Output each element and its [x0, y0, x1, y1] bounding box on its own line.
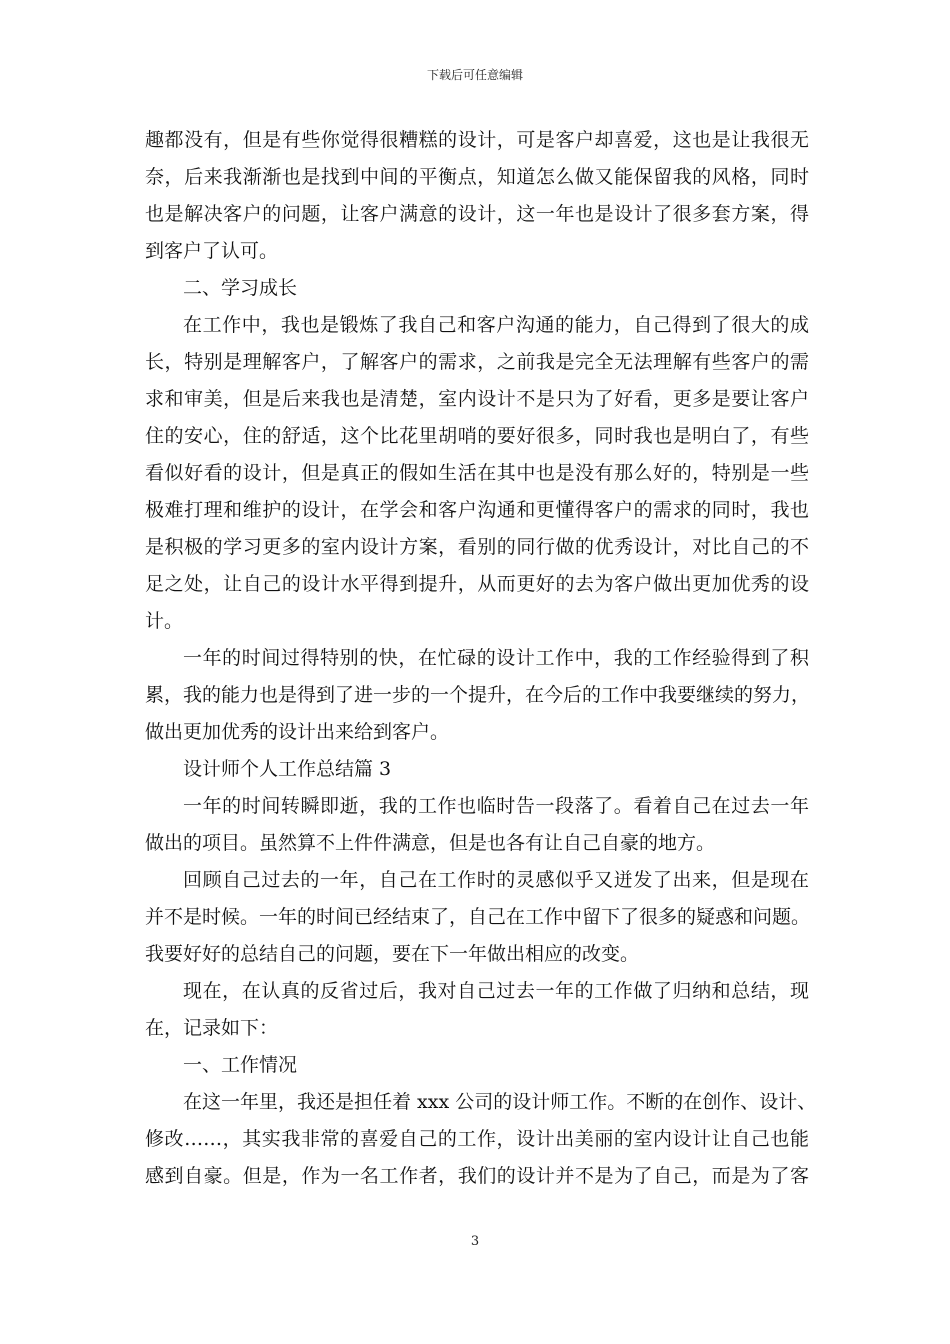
- text-line: 并不是时候。一年的时间已经结束了，自己在工作中留下了很多的疑惑和问题。: [145, 906, 811, 928]
- text-line: 设计师个人工作总结篇 3: [183, 758, 392, 780]
- text-line: 奈，后来我渐渐也是找到中间的平衡点，知道怎么做又能保留我的风格，同时: [145, 166, 809, 188]
- text-line: 我要好好的总结自己的问题，要在下一年做出相应的改变。: [145, 943, 640, 965]
- text-line: 足之处，让自己的设计水平得到提升，从而更好的去为客户做出更加优秀的设: [145, 573, 809, 595]
- text-line: 在工作中，我也是锻炼了我自己和客户沟通的能力，自己得到了很大的成: [183, 314, 809, 336]
- text-line: 现在，在认真的反省过后，我对自己过去一年的工作做了归纳和总结，现: [183, 980, 809, 1002]
- paragraph: [145, 788, 809, 862]
- text-line: 一年的时间转瞬即逝，我的工作也临时告一段落了。看着自己在过去一年: [183, 795, 809, 817]
- text-line: 一、工作情况: [183, 1054, 298, 1076]
- document-body: [145, 122, 817, 1195]
- text-line: 回顾自己过去的一年，自己在工作时的灵感似乎又迸发了出来，但是现在: [183, 869, 809, 891]
- page-number: 3: [470, 1234, 480, 1249]
- text-line: 二、学习成长: [183, 277, 298, 299]
- text-line: 住的安心，住的舒适，这个比花里胡哨的要好很多，同时我也是明白了，有些: [145, 425, 809, 447]
- page-header: 下载后可任意编辑: [426, 68, 523, 82]
- paragraph: [145, 1084, 817, 1195]
- text-line: 做出的项目。虽然算不上件件满意，但是也各有让自己自豪的地方。: [145, 832, 716, 854]
- text-line: 在这一年里，我还是担任着 xxx 公司的设计师工作。不断的在创作、设计、: [183, 1091, 817, 1113]
- text-line: 是积极的学习更多的室内设计方案，看别的同行做的优秀设计，对比自己的不: [145, 536, 809, 558]
- text-line: 长，特别是理解客户，了解客户的需求，之前我是完全无法理解有些客户的需: [145, 351, 809, 373]
- paragraph: [145, 307, 809, 640]
- paragraph: [145, 640, 809, 751]
- text-line: 感到自豪。但是，作为一名工作者，我们的设计并不是为了自己，而是为了客: [145, 1165, 809, 1187]
- paragraph: [145, 122, 809, 270]
- text-line: 看似好看的设计，但是真正的假如生活在其中也是没有那么好的，特别是一些: [145, 462, 809, 484]
- text-line: 到客户了认可。: [145, 240, 279, 262]
- paragraph: [145, 862, 809, 973]
- text-line: 也是解决客户的问题，让客户满意的设计，这一年也是设计了很多套方案，得: [145, 203, 809, 225]
- text-line: 修改……，其实我非常的喜爱自己的工作，设计出美丽的室内设计让自己也能: [145, 1128, 809, 1150]
- text-line: 做出更加优秀的设计出来给到客户。: [145, 721, 450, 743]
- text-line: 极难打理和维护的设计，在学会和客户沟通和更懂得客户的需求的同时，我也: [145, 499, 809, 521]
- text-line: 计。: [145, 610, 184, 632]
- text-line: 趣都没有，但是有些你觉得很糟糕的设计，可是客户却喜爱，这也是让我很无: [145, 129, 809, 151]
- paragraph: [145, 973, 809, 1047]
- text-line: 累，我的能力也是得到了进一步的一个提升，在今后的工作中我要继续的努力，: [145, 684, 811, 706]
- section-heading: [145, 270, 809, 307]
- text-line: 在，记录如下：: [145, 1017, 279, 1039]
- text-line: 一年的时间过得特别的快，在忙碌的设计工作中，我的工作经验得到了积: [183, 647, 809, 669]
- text-line: 求和审美，但是后来我也是清楚，室内设计不是只为了好看，更多是要让客户: [145, 388, 809, 410]
- section-heading: [145, 1047, 809, 1084]
- section-heading: [145, 751, 809, 788]
